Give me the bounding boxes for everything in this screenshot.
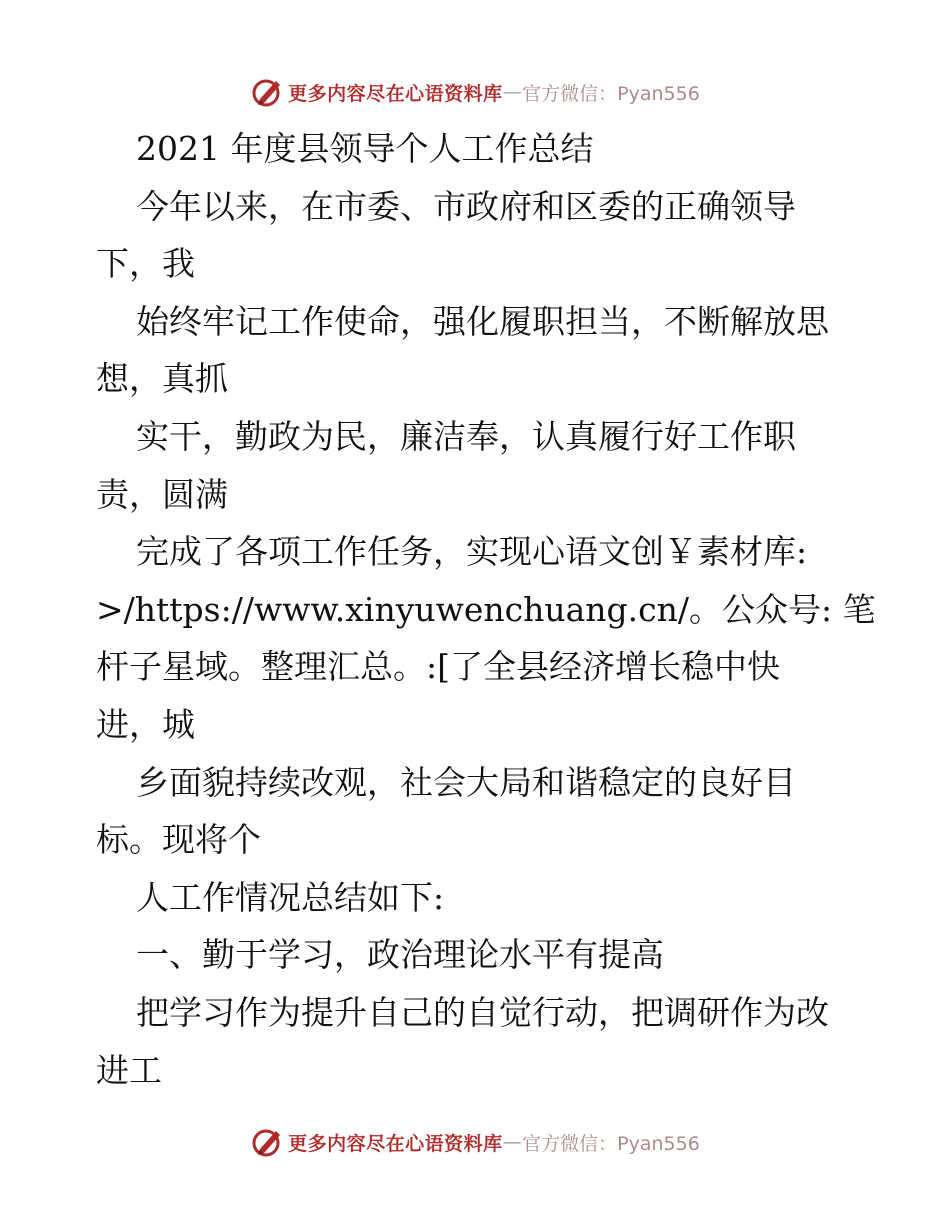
text-line: 始终牢记工作使命，强化履职担当，不断解放思 [136,301,829,341]
section-heading: 一、勤于学习，政治理论水平有提高 [136,935,664,975]
text-line: 责，圆满 [96,474,228,514]
text-line: 完成了各项工作任务，实现心语文创￥素材库: [136,532,808,572]
document-title: 2021 年度县领导个人工作总结 [136,129,594,168]
document-body [96,120,876,1099]
header-watermark [0,72,950,112]
text-line: 把学习作为提升自己的自觉行动，把调研作为改 [136,992,829,1032]
text-line: 乡面貌持续改观，社会大局和谐稳定的良好目 [136,762,796,802]
text-line: 标。现将个 [96,820,261,860]
text-line: 进，城 [96,704,195,744]
footer-watermark [0,1122,950,1162]
text-line: 下，我 [96,244,195,284]
watermark-sub-text: 官方微信：Pyan556 [522,82,700,105]
watermark-main-text: 更多内容尽在心语资料库 [288,82,503,105]
watermark-main-text: 更多内容尽在心语资料库 [288,1132,503,1155]
text-line: 想，真抓 [96,359,228,399]
pen-logo-icon [250,75,284,109]
text-line: 实干，勤政为民，廉洁奉，认真履行好工作职 [136,416,796,456]
pen-logo-icon [250,1125,284,1159]
text-line: 今年以来，在市委、市政府和区委的正确领导 [136,186,796,226]
text-line: 杆子星域。整理汇总。:[了全县经济增长稳中快 [96,647,780,687]
watermark-separator: — [502,81,523,103]
text-line: 进工 [96,1050,162,1090]
watermark-sub-text: 官方微信：Pyan556 [522,1132,700,1155]
text-line: 人工作情况总结如下: [136,877,445,917]
text-line: >/https://www.xinyuwenchuang.cn/。公众号: 笔 [96,589,876,629]
watermark-separator: — [502,1131,523,1153]
